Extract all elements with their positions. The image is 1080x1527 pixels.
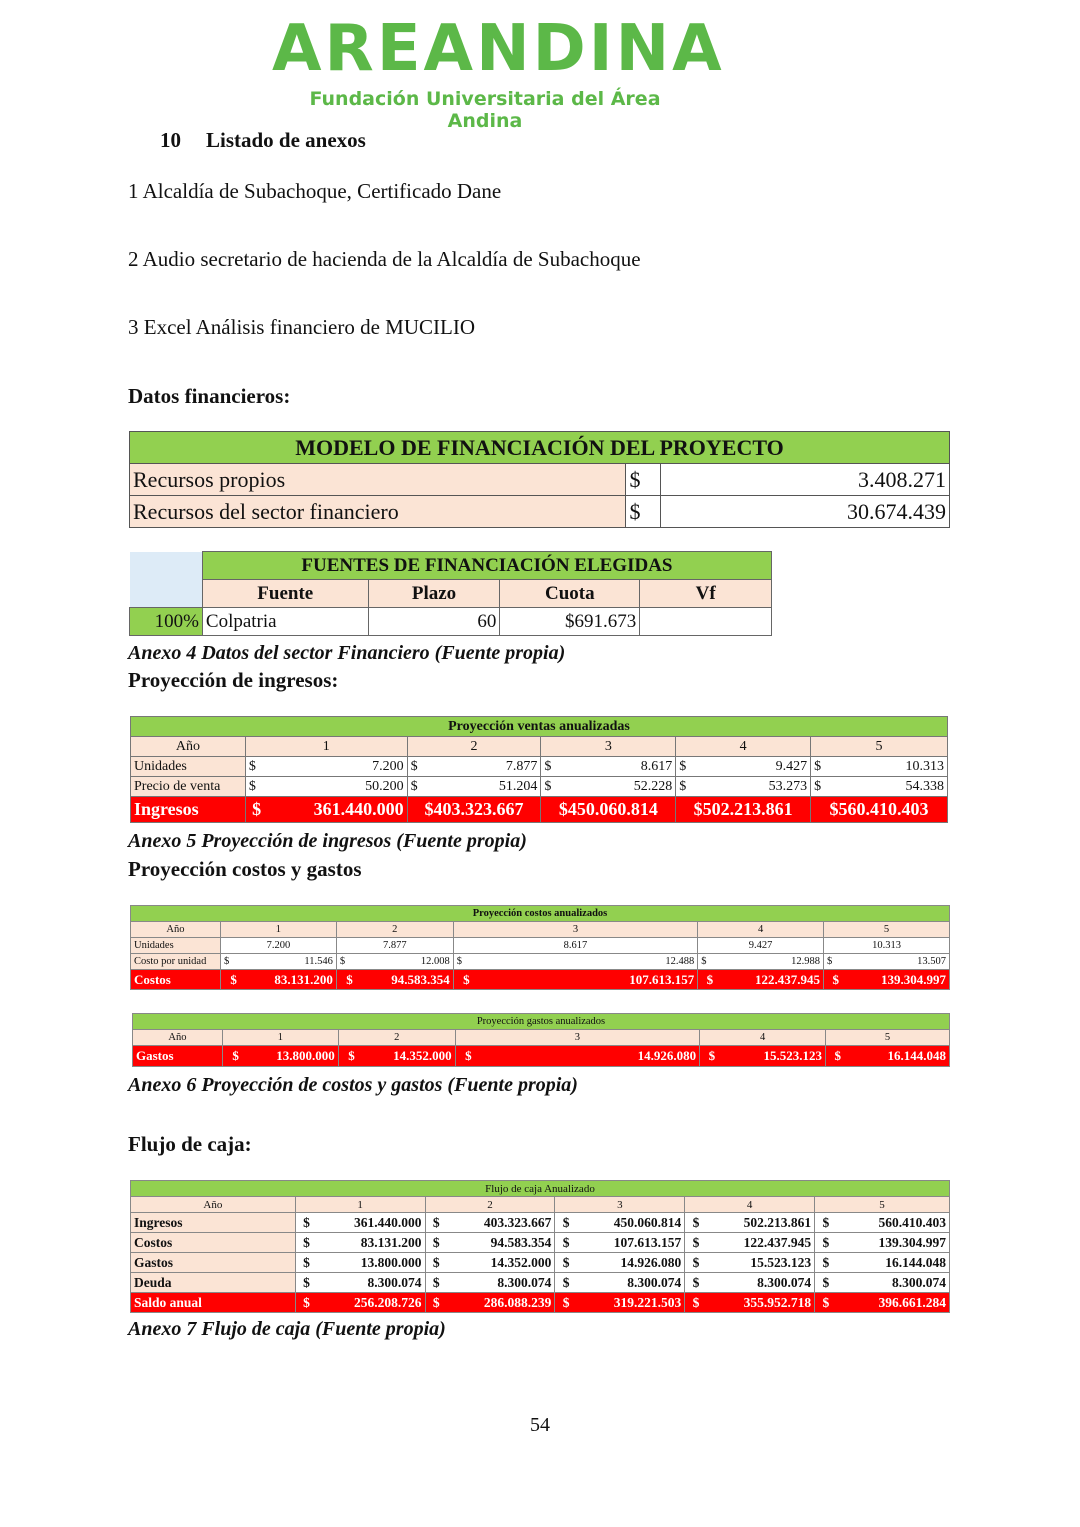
- flujo-value: 560.410.403: [837, 1213, 950, 1233]
- flujo-cur: $: [555, 1293, 577, 1313]
- flujo-value: 8.300.074: [707, 1273, 815, 1293]
- ventas-unidades: 10.313: [825, 757, 948, 777]
- anexo-item-2: 2 Audio secretario de hacienda de la Alcaldía de Subachoque: [128, 247, 641, 271]
- caption-anexo-6: Anexo 6 Proyección de costos y gastos (Fuente propia): [128, 1074, 578, 1096]
- logo-areandina: AREANDINA: [272, 12, 725, 86]
- costos-costo: 12.488: [479, 954, 698, 970]
- gastos-year: 4: [700, 1030, 826, 1046]
- gastos-value: 13.800.000: [248, 1046, 338, 1067]
- anexo-item-1: 1 Alcaldía de Subachoque, Certificado Dane: [128, 179, 502, 203]
- costos-costos: 94.583.354: [362, 970, 453, 990]
- flujo-value: 139.304.997: [837, 1233, 950, 1253]
- flujo-value: 107.613.157: [577, 1233, 685, 1253]
- flujo-value: 122.437.945: [707, 1233, 815, 1253]
- flujo-value: 502.213.861: [707, 1213, 815, 1233]
- flujo-value: 94.583.354: [447, 1233, 555, 1253]
- flujo-saldo-label: Saldo anual: [131, 1293, 296, 1313]
- flujo-cur: $: [295, 1213, 317, 1233]
- flujo-value: 8.300.074: [577, 1273, 685, 1293]
- ventas-unidades: 7.200: [267, 757, 407, 777]
- costos-year: 4: [698, 922, 824, 938]
- fuentes-pct: 100%: [130, 608, 203, 636]
- flujo-value: 361.440.000: [317, 1213, 425, 1233]
- ventas-year: 1: [245, 737, 407, 757]
- fuentes-header: Cuota: [500, 580, 640, 608]
- flujo-cur: $: [685, 1273, 707, 1293]
- flujo-year: 1: [295, 1197, 425, 1213]
- ventas-year: 5: [811, 737, 948, 757]
- gastos-cur: $: [455, 1046, 481, 1067]
- flujo-cur: $: [815, 1233, 837, 1253]
- flujo-saldo: 319.221.503: [577, 1293, 685, 1313]
- costos-unidades: 8.617: [453, 938, 698, 954]
- flujo-saldo: 256.208.726: [317, 1293, 425, 1313]
- caption-anexo-5: Anexo 5 Proyección de ingresos (Fuente propia): [128, 830, 527, 852]
- ventas-unidades: 9.427: [690, 757, 811, 777]
- flujo-anio-label: Año: [131, 1197, 296, 1213]
- flujo-saldo: 396.661.284: [837, 1293, 950, 1313]
- fuentes-header: Plazo: [368, 580, 500, 608]
- flujo-cur: $: [295, 1233, 317, 1253]
- flujo-cur: $: [425, 1293, 447, 1313]
- modelo-title: MODELO DE FINANCIACIÓN DEL PROYECTO: [130, 432, 950, 464]
- table-row: [130, 608, 772, 636]
- ventas-ingresos: 361.440.000: [267, 797, 407, 823]
- ventas-unidades-label: Unidades: [131, 757, 246, 777]
- flujo-cur: $: [555, 1253, 577, 1273]
- costos-unidades: 7.200: [220, 938, 336, 954]
- modelo-label: Recursos del sector financiero: [130, 496, 626, 528]
- fuentes-title: FUENTES DE FINANCIACIÓN ELEGIDAS: [202, 552, 771, 580]
- flujo-cur: $: [425, 1273, 447, 1293]
- section-number: 10: [160, 128, 181, 152]
- flujo-value: 14.352.000: [447, 1253, 555, 1273]
- flujo-cur: $: [295, 1273, 317, 1293]
- ventas-precio: 53.273: [690, 777, 811, 797]
- flujo-value: 83.131.200: [317, 1233, 425, 1253]
- fuentes-fuente: Colpatria: [202, 608, 368, 636]
- gastos-year: 3: [455, 1030, 700, 1046]
- gastos-cur: $: [700, 1046, 724, 1067]
- section-heading: [160, 128, 366, 153]
- costos-cur: $: [220, 954, 246, 970]
- flujo-row-label: Gastos: [131, 1253, 296, 1273]
- table-row: [133, 1046, 950, 1067]
- ventas-precio: 52.228: [555, 777, 676, 797]
- proyeccion-costos-table: [130, 905, 950, 990]
- costos-year: 1: [220, 922, 336, 938]
- ventas-ingresos: $450.060.814: [541, 797, 676, 823]
- costos-unidades: 9.427: [698, 938, 824, 954]
- flujo-cur: $: [425, 1213, 447, 1233]
- ventas-cur: $: [541, 757, 555, 777]
- proyeccion-ventas-table: [130, 716, 948, 823]
- costos-costos-label: Costos: [131, 970, 221, 990]
- ventas-anio-label: Año: [131, 737, 246, 757]
- flujo-caja-table: [130, 1180, 950, 1313]
- modelo-currency: $: [626, 464, 661, 496]
- costos-anio-label: Año: [131, 922, 221, 938]
- ventas-cur: $: [245, 777, 267, 797]
- fuentes-header: Fuente: [202, 580, 368, 608]
- flujo-cur: $: [685, 1293, 707, 1313]
- gastos-value: 15.523.123: [724, 1046, 826, 1067]
- costos-cur: $: [453, 954, 479, 970]
- ventas-precio: 50.200: [267, 777, 407, 797]
- ventas-year: 2: [407, 737, 541, 757]
- datos-financieros-heading: Datos financieros:: [128, 384, 291, 408]
- ventas-precio-label: Precio de venta: [131, 777, 246, 797]
- flujo-cur: $: [555, 1213, 577, 1233]
- gastos-value: 14.352.000: [364, 1046, 455, 1067]
- costos-unidades: 10.313: [824, 938, 950, 954]
- flujo-cur: $: [555, 1273, 577, 1293]
- flujo-value: 403.323.667: [447, 1213, 555, 1233]
- table-row: [131, 938, 950, 954]
- ventas-precio: 51.204: [421, 777, 541, 797]
- table-row: [130, 464, 950, 496]
- flujo-row-label: Deuda: [131, 1273, 296, 1293]
- gastos-label: Gastos: [133, 1046, 223, 1067]
- flujo-value: 13.800.000: [317, 1253, 425, 1273]
- costos-unidades-label: Unidades: [131, 938, 221, 954]
- ventas-precio: 54.338: [825, 777, 948, 797]
- table-row: [131, 954, 950, 970]
- table-row: [131, 1253, 950, 1273]
- flujo-cur: $: [685, 1233, 707, 1253]
- fuentes-vf: [640, 608, 772, 636]
- proyeccion-ingresos-heading: Proyección de ingresos:: [128, 668, 339, 692]
- ventas-unidades: 8.617: [555, 757, 676, 777]
- table-row: [131, 970, 950, 990]
- flujo-cur: $: [425, 1253, 447, 1273]
- ventas-ingresos-label: Ingresos: [131, 797, 246, 823]
- table-row: [131, 1273, 950, 1293]
- ventas-cur: $: [541, 777, 555, 797]
- table-row: [131, 1293, 950, 1313]
- ventas-cur: $: [245, 797, 267, 823]
- gastos-cur: $: [338, 1046, 364, 1067]
- costos-cur: $: [336, 970, 362, 990]
- flujo-cur: $: [815, 1273, 837, 1293]
- flujo-value: 8.300.074: [317, 1273, 425, 1293]
- flujo-year: 4: [685, 1197, 815, 1213]
- modelo-label: Recursos propios: [130, 464, 626, 496]
- costos-unidades: 7.877: [336, 938, 453, 954]
- table-row: [130, 496, 950, 528]
- table-row: [131, 797, 948, 823]
- ventas-cur: $: [407, 757, 421, 777]
- flujo-cur: $: [815, 1213, 837, 1233]
- costos-costos: 83.131.200: [246, 970, 336, 990]
- flujo-value: 14.926.080: [577, 1253, 685, 1273]
- ventas-cur: $: [676, 757, 690, 777]
- costos-year: 5: [824, 922, 950, 938]
- flujo-saldo: 355.952.718: [707, 1293, 815, 1313]
- flujo-cur: $: [815, 1293, 837, 1313]
- ventas-ingresos: $560.410.403: [811, 797, 948, 823]
- flujo-year: 3: [555, 1197, 685, 1213]
- flujo-cur: $: [815, 1253, 837, 1273]
- ventas-unidades: 7.877: [421, 757, 541, 777]
- ventas-ingresos: $502.213.861: [676, 797, 811, 823]
- flujo-cur: $: [425, 1233, 447, 1253]
- flujo-value: 15.523.123: [707, 1253, 815, 1273]
- costos-cur: $: [824, 970, 848, 990]
- costos-cur: $: [824, 954, 848, 970]
- flujo-year: 5: [815, 1197, 950, 1213]
- fuentes-cuota: $691.673: [500, 608, 640, 636]
- costos-costo: 12.988: [722, 954, 824, 970]
- ventas-ingresos: $403.323.667: [407, 797, 541, 823]
- flujo-cur: $: [685, 1213, 707, 1233]
- table-row: [131, 1213, 950, 1233]
- gastos-title: Proyección gastos anualizados: [133, 1014, 950, 1030]
- flujo-heading: Flujo de caja:: [128, 1132, 252, 1156]
- gastos-value: 16.144.048: [850, 1046, 950, 1067]
- logo-subtitle: Fundación Universitaria del Área Andina: [309, 88, 661, 132]
- proyeccion-gastos-table: [132, 1013, 950, 1067]
- ventas-year: 3: [541, 737, 676, 757]
- ventas-year: 4: [676, 737, 811, 757]
- ventas-cur: $: [676, 777, 690, 797]
- flujo-value: 8.300.074: [837, 1273, 950, 1293]
- modelo-currency: $: [626, 496, 661, 528]
- costos-costo-label: Costo por unidad: [131, 954, 221, 970]
- modelo-financiacion-table: [129, 431, 950, 528]
- flujo-cur: $: [295, 1253, 317, 1273]
- gastos-value: 14.926.080: [481, 1046, 700, 1067]
- fuentes-header: Vf: [640, 580, 772, 608]
- gastos-year: 5: [826, 1030, 950, 1046]
- costos-costos: 122.437.945: [722, 970, 824, 990]
- costos-costos: 107.613.157: [479, 970, 698, 990]
- costos-year: 2: [336, 922, 453, 938]
- flujo-cur: $: [555, 1233, 577, 1253]
- fuentes-financiacion-table: [129, 551, 772, 636]
- gastos-cur: $: [826, 1046, 850, 1067]
- flujo-row-label: Ingresos: [131, 1213, 296, 1233]
- flujo-cur: $: [295, 1293, 317, 1313]
- table-row: [131, 777, 948, 797]
- costos-year: 3: [453, 922, 698, 938]
- table-row: [131, 1233, 950, 1253]
- page-number: 54: [530, 1414, 550, 1436]
- costos-costos: 139.304.997: [848, 970, 950, 990]
- flujo-value: 8.300.074: [447, 1273, 555, 1293]
- gastos-year: 1: [222, 1030, 338, 1046]
- gastos-cur: $: [222, 1046, 248, 1067]
- flujo-saldo: 286.088.239: [447, 1293, 555, 1313]
- flujo-row-label: Costos: [131, 1233, 296, 1253]
- costos-cur: $: [220, 970, 246, 990]
- flujo-year: 2: [425, 1197, 555, 1213]
- costos-cur: $: [336, 954, 362, 970]
- costos-cur: $: [698, 954, 722, 970]
- fuentes-plazo: 60: [368, 608, 500, 636]
- ventas-cur: $: [811, 757, 825, 777]
- costos-costo: 12.008: [362, 954, 453, 970]
- flujo-value: 16.144.048: [837, 1253, 950, 1273]
- modelo-value: 3.408.271: [661, 464, 950, 496]
- section-title: Listado de anexos: [206, 128, 366, 152]
- gastos-anio-label: Año: [133, 1030, 223, 1046]
- ventas-title: Proyección ventas anualizadas: [131, 717, 948, 737]
- costos-gastos-heading: Proyección costos y gastos: [128, 857, 362, 881]
- table-row: [131, 757, 948, 777]
- costos-costo: 13.507: [848, 954, 950, 970]
- gastos-year: 2: [338, 1030, 455, 1046]
- flujo-cur: $: [685, 1253, 707, 1273]
- caption-anexo-7: Anexo 7 Flujo de caja (Fuente propia): [128, 1318, 446, 1340]
- costos-cur: $: [698, 970, 722, 990]
- ventas-cur: $: [407, 777, 421, 797]
- costos-title: Proyección costos anualizados: [131, 906, 950, 922]
- modelo-value: 30.674.439: [661, 496, 950, 528]
- anexo-item-3: 3 Excel Análisis financiero de MUCILIO: [128, 315, 475, 339]
- caption-anexo-4: Anexo 4 Datos del sector Financiero (Fuente propia): [128, 642, 566, 664]
- flujo-title: Flujo de caja Anualizado: [131, 1181, 950, 1197]
- ventas-cur: $: [245, 757, 267, 777]
- costos-cur: $: [453, 970, 479, 990]
- ventas-cur: $: [811, 777, 825, 797]
- flujo-value: 450.060.814: [577, 1213, 685, 1233]
- costos-costo: 11.546: [246, 954, 336, 970]
